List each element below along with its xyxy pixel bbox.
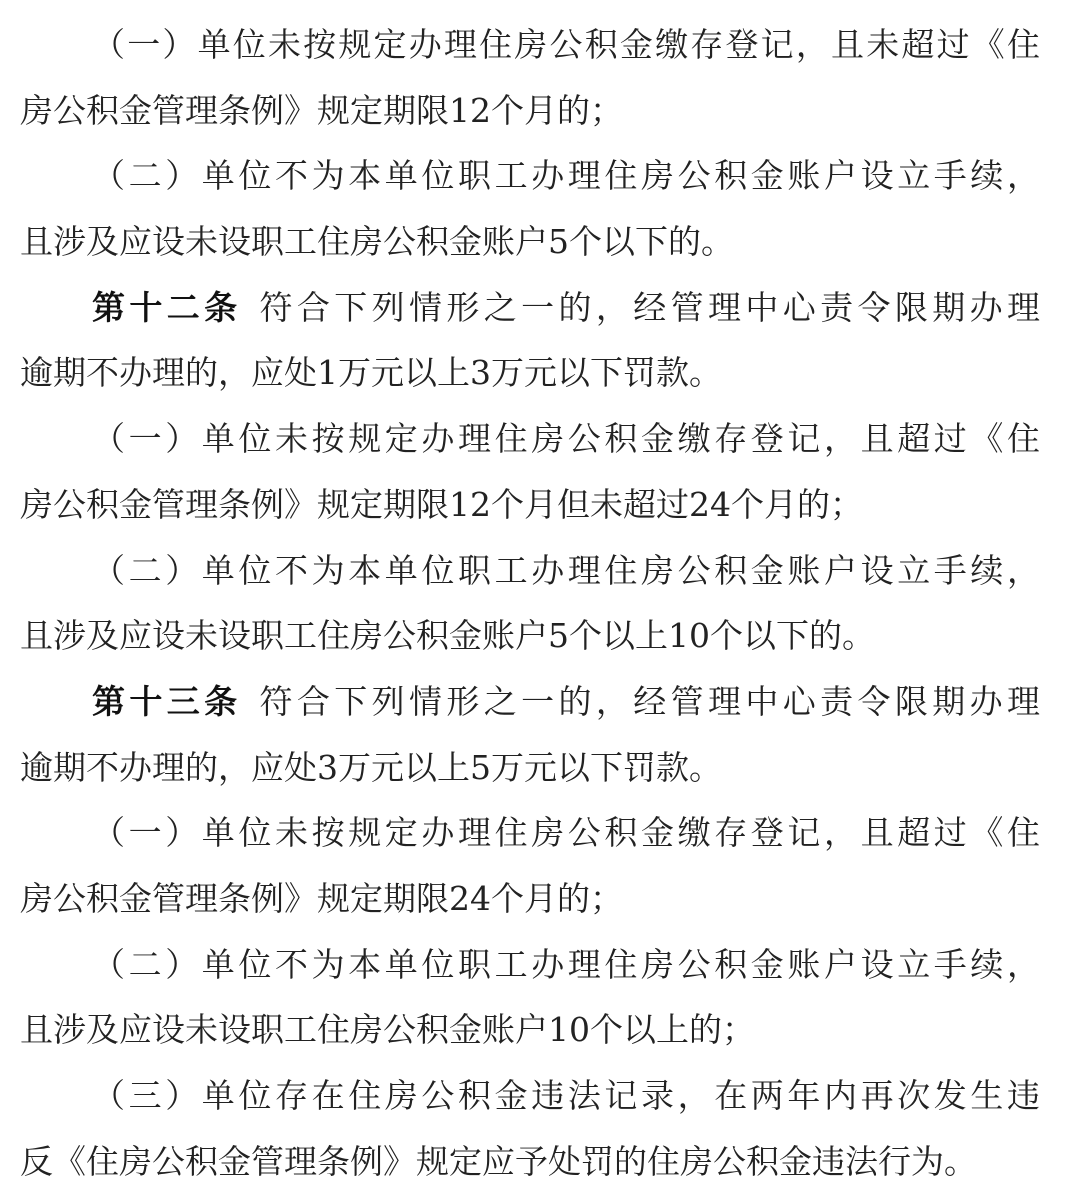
text-line: 房公积金管理条例》规定期限12个月但未超过24个月的； [20, 484, 863, 524]
document-page [20, 12, 1040, 1194]
article-number: 第十二条 [92, 287, 242, 327]
article-text: 符合下列情形之一的，经管理中心责令限期办理 [259, 287, 1040, 327]
paragraph-item [20, 1063, 1040, 1194]
text-line: （二）单位不为本单位职工办理住房公积金账户设立手续， [92, 944, 1040, 984]
paragraph-item [20, 538, 1040, 669]
paragraph-item [20, 143, 1040, 274]
article-number: 第十三条 [92, 681, 242, 721]
article-text: 符合下列情形之一的，经管理中心责令限期办理 [259, 681, 1040, 721]
text-line: 且涉及应设未设职工住房公积金账户5个以下的。 [20, 222, 734, 262]
paragraph-item [20, 406, 1040, 537]
text-line: 且涉及应设未设职工住房公积金账户10个以上的； [20, 1010, 755, 1050]
paragraph-item [20, 800, 1040, 931]
paragraph-article [20, 669, 1040, 800]
text-line: （一）单位未按规定办理住房公积金缴存登记，且未超过《住 [92, 25, 1040, 64]
text-line: 房公积金管理条例》规定期限12个月的； [20, 90, 623, 130]
paragraph-item [20, 12, 1040, 143]
text-line: 逾期不办理的，应处1万元以上3万元以下罚款。 [20, 353, 722, 393]
text-line: 逾期不办理的，应处3万元以上5万元以下罚款。 [20, 747, 722, 787]
text-line: （二）单位不为本单位职工办理住房公积金账户设立手续， [92, 550, 1040, 590]
text-line [20, 669, 1040, 735]
paragraph-article [20, 275, 1040, 406]
text-line: 且涉及应设未设职工住房公积金账户5个以上10个以下的。 [20, 616, 875, 656]
text-line: 房公积金管理条例》规定期限24个月的； [20, 878, 623, 918]
text-line: （一）单位未按规定办理住房公积金缴存登记，且超过《住 [92, 813, 1040, 853]
text-line [20, 275, 1040, 341]
paragraph-item [20, 932, 1040, 1063]
text-line: （二）单位不为本单位职工办理住房公积金账户设立手续， [92, 156, 1040, 196]
text-line: （三）单位存在住房公积金违法记录，在两年内再次发生违 [92, 1076, 1040, 1115]
text-line: （一）单位未按规定办理住房公积金缴存登记，且超过《住 [92, 419, 1040, 459]
text-line: 反《住房公积金管理条例》规定应予处罚的住房公积金违法行为。 [20, 1141, 977, 1181]
